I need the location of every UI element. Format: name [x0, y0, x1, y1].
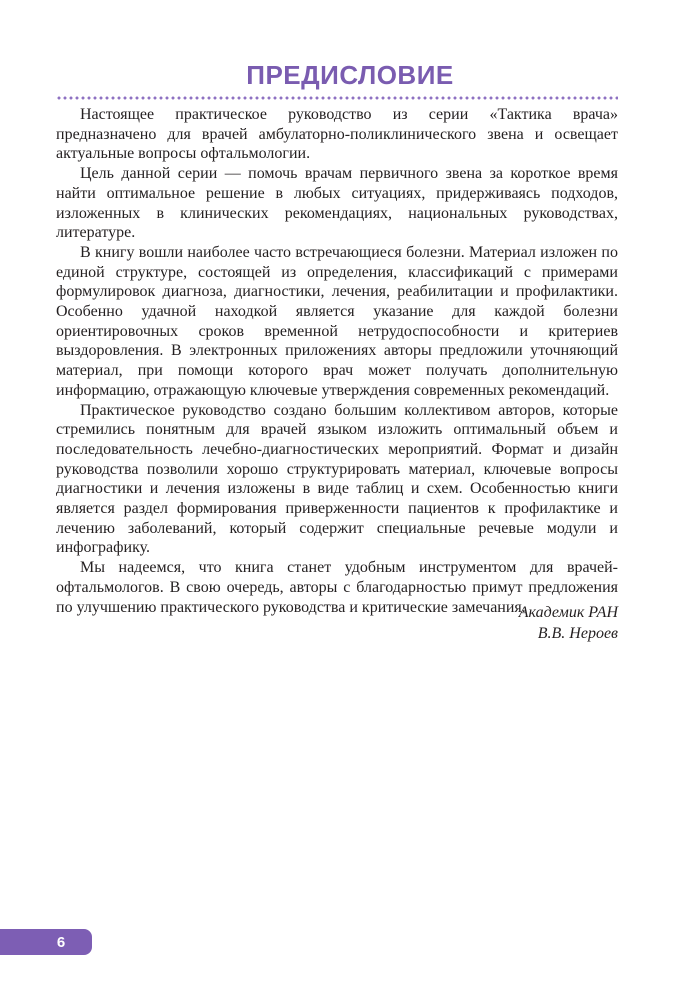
- paragraph: Мы надеемся, что книга станет удобным инструментом для врачей-офтальмологов. В свою очередь, авторы с благодарностью примут предложения по улучшению практического руководства и критические замечания.: [56, 559, 618, 616]
- preface-body: [56, 105, 618, 617]
- paragraph: Настоящее практическое руководство из серии «Тактика врача» предназначено для врачей амбулаторно-поликлинического звена и освещает актуальные вопросы офтальмологии.: [56, 106, 618, 163]
- page-title: ПРЕДИСЛОВИЕ: [246, 60, 454, 90]
- paragraph: Цель данной серии — помочь врачам первичного звена за короткое время найти оптимальное решение в любых ситуациях, придерживаясь подходов, изложенных в клинических рекомендациях, национальных руководствах, литературе.: [56, 165, 618, 242]
- paragraph: Практическое руководство создано большим коллективом авторов, которые стремились понятным для врачей языком изложить оптимальный объем и последовательность лечебно-диагностических мероприятий. Формат и дизайн руководства позволили хорошо структурировать материал, ключевые вопросы диагностики и лечения изложены в виде таблиц и схем. Особенностью книги является раздел формирования приверженности пациентов к профилактике и лечению заболеваний, который содержит специальные речевые модули и инфографику.: [56, 401, 618, 557]
- signature-name: В.В. Нероев: [537, 625, 618, 642]
- signature-title: Академик РАН: [518, 604, 618, 621]
- paragraph: В книгу вошли наиболее часто встречающиеся болезни. Материал изложен по единой структуре, состоящей из определения, классификаций с примерами формулировок диагноза, диагностики, лечения, реабилитации и профилактики. Особенно удачной находкой является указание для каждой болезни ориентировочных сроков временной нетрудоспособности и критериев выздоровления. В электронных приложениях авторы предложили уточняющий материал, при помощи которого врач может получать дополнительную информацию, отражающую ключевые утверждения современных рекомендаций.: [56, 243, 618, 399]
- dotted-divider: [56, 96, 618, 100]
- page-number-tab: [0, 929, 92, 955]
- signature-block: [519, 602, 618, 644]
- page-number: 6: [56, 933, 66, 951]
